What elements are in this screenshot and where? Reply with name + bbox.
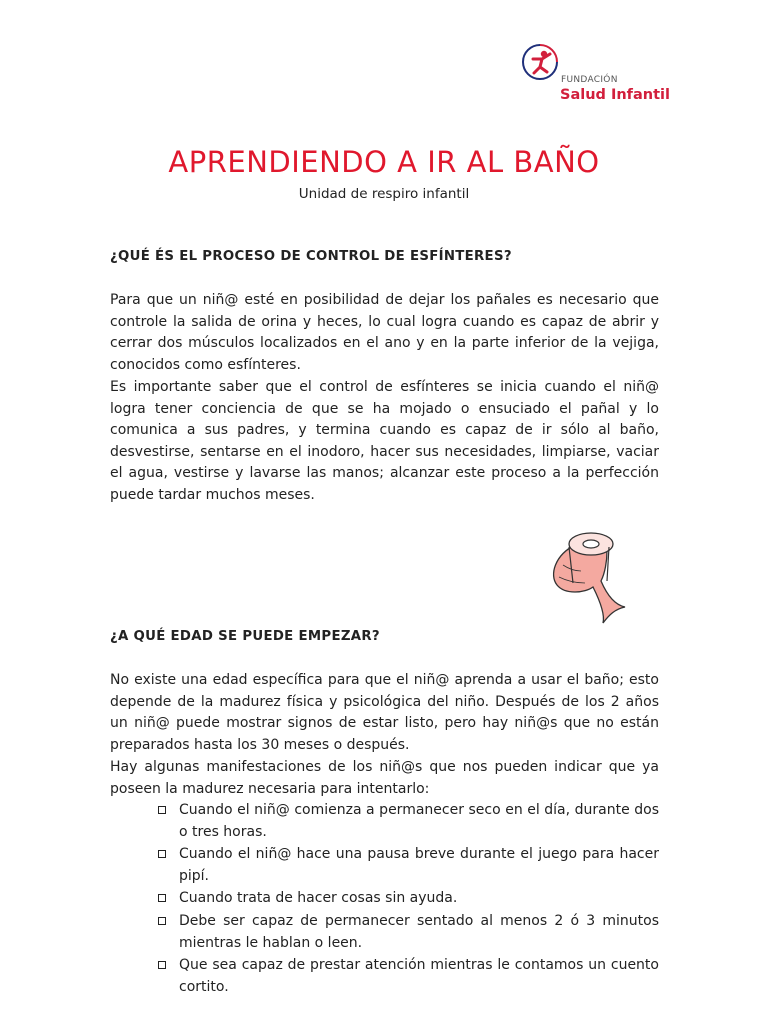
- list-item-text: Que sea capaz de prestar atención mientras le contamos un cuento cortito.: [179, 957, 659, 995]
- list-item-text: Cuando el niñ@ hace una pausa breve durante el juego para hacer pipí.: [179, 846, 659, 884]
- section2-paragraph-2: Hay algunas manifestaciones de los niñ@s que nos pueden indicar que ya poseen la madurez necesaria para intentarlo:: [110, 759, 659, 797]
- checkbox-bullet-icon: [158, 806, 166, 814]
- section1-paragraph-1: Para que un niñ@ esté en posibilidad de dejar los pañales es necesario que controle la salida de orina y heces, lo cual logra cuando es capaz de abrir y cerrar dos músculos localizados en el ano y en la parte inferior de la vejiga, conocidos como esfínteres.: [110, 292, 659, 373]
- toilet-paper-illustration: [545, 525, 635, 625]
- checkbox-bullet-icon: [158, 894, 166, 902]
- checkbox-bullet-icon: [158, 917, 166, 925]
- section1-paragraph-2: Es importante saber que el control de esfínteres se inicia cuando el niñ@ logra tener conciencia de que se ha mojado o ensuciado el pañal y lo comunica a sus padres, y termina cuando es capaz de ir sólo al baño, desvestirse, sentarse en el inodoro, hacer sus necesidades, limpiarse, vaciar el agua, vestirse y lavarse las manos; alcanzar este proceso a la perfección puede tardar muchos meses.: [110, 379, 659, 503]
- section2-heading: ¿A QUÉ EDAD SE PUEDE EMPEZAR?: [110, 629, 380, 644]
- section2-paragraph-1: No existe una edad específica para que el niñ@ aprenda a usar el baño; esto depende de la madurez física y psicológica del niño. Después de los 2 años un niñ@ puede mostrar signos de estar listo, pero hay niñ@s que no están preparados hasta los 30 meses o después.: [110, 672, 659, 753]
- checkbox-bullet-icon: [158, 961, 166, 969]
- logo-fundacion-salud-infantil: [520, 42, 670, 108]
- list-item-text: Cuando trata de hacer cosas sin ayuda.: [179, 890, 458, 907]
- list-item: [157, 888, 659, 910]
- list-item: [157, 844, 659, 887]
- list-item: [157, 911, 659, 954]
- list-item-text: Cuando el niñ@ comienza a permanecer seco en el día, durante dos o tres horas.: [179, 802, 659, 840]
- logo-line-1: FUNDACIÓN: [561, 75, 618, 85]
- section1-heading: ¿QUÉ ÉS EL PROCESO DE CONTROL DE ESFÍNTERES?: [110, 249, 512, 264]
- page-title: APRENDIENDO A IR AL BAÑO: [168, 145, 600, 179]
- logo-line-2: Salud Infantil: [560, 87, 670, 103]
- readiness-signs-list: [157, 800, 659, 999]
- list-item: [157, 955, 659, 998]
- list-item: [157, 800, 659, 843]
- page-subtitle: Unidad de respiro infantil: [298, 186, 470, 202]
- list-item-text: Debe ser capaz de permanecer sentado al menos 2 ó 3 minutos mientras le hablan o leen.: [179, 912, 659, 951]
- checkbox-bullet-icon: [158, 850, 166, 858]
- foundation-logo-icon: [520, 42, 560, 82]
